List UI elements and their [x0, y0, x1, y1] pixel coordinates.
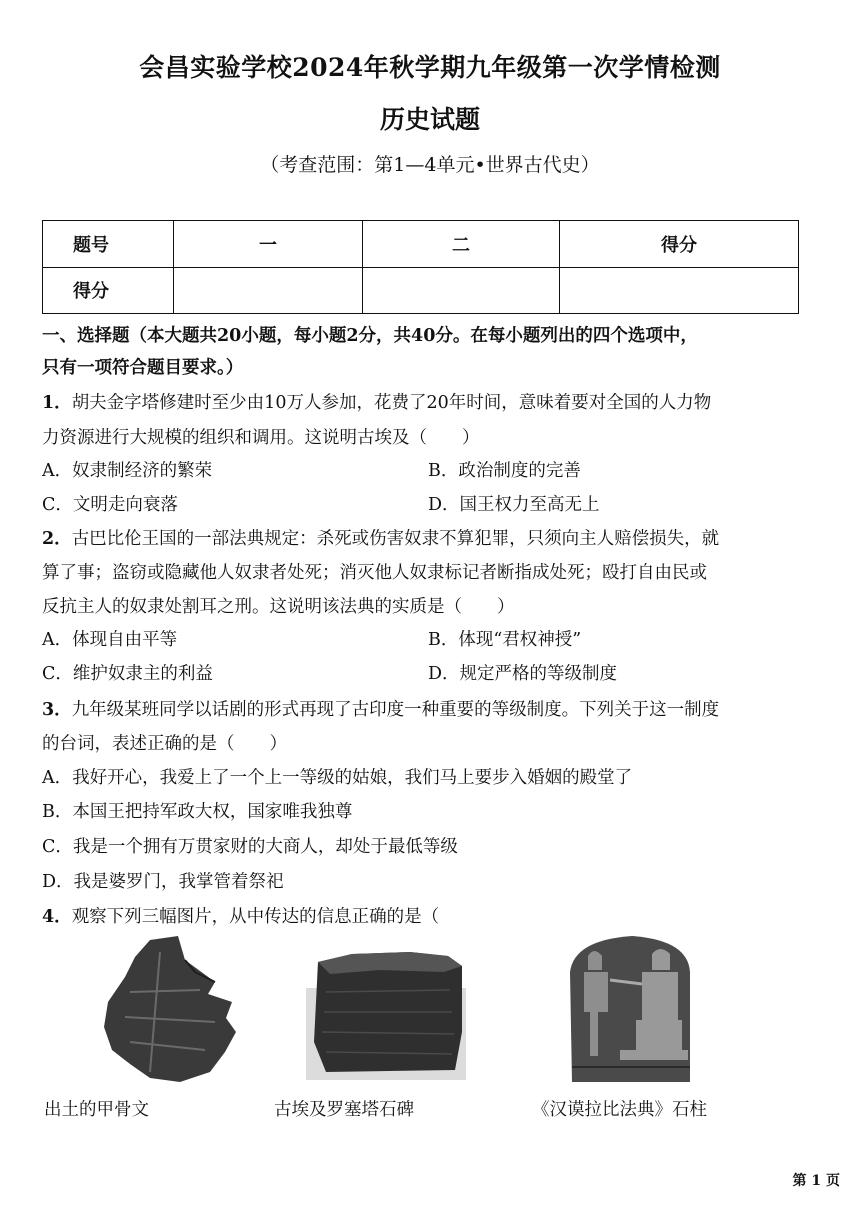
- rosetta-stone-image: [306, 952, 466, 1080]
- question-text: 古巴比伦王国的一部法典规定：杀死或伤害奴隶不算犯罪，只须向主人赔偿损失，就: [71, 529, 720, 549]
- score-table-header-label: 题号: [43, 221, 174, 268]
- q1-option-d[interactable]: D．国王权力至高无上: [428, 495, 600, 515]
- page-number: 第 1 页: [792, 1173, 840, 1189]
- score-cell-part2[interactable]: [363, 267, 560, 314]
- figure-caption-rosetta-stone: 古埃及罗塞塔石碑: [274, 1100, 414, 1120]
- exam-scope: （考查范围：第1—4单元•世界古代史）: [260, 154, 600, 176]
- question-text: 观察下列三幅图片，从中传达的信息正确的是（: [71, 907, 440, 927]
- score-table-header-part2: 二: [363, 221, 560, 268]
- figures-row: [0, 932, 860, 1092]
- q1-option-a[interactable]: A．奴隶制经济的繁荣: [42, 461, 213, 481]
- score-table-header-total: 得分: [560, 221, 799, 268]
- question-4: [42, 903, 822, 928]
- question-number: 4．: [42, 907, 72, 927]
- q3-option-a[interactable]: A．我好开心，我爱上了一个上一等级的姑娘，我们马上要步入婚姻的殿堂了: [42, 768, 633, 788]
- q1-option-b[interactable]: B．政治制度的完善: [428, 461, 581, 481]
- question-1: [42, 389, 822, 414]
- figure-caption-oracle-bone: 出土的甲骨文: [44, 1100, 149, 1120]
- question-number: 3．: [42, 700, 72, 720]
- q2-option-b[interactable]: B．体现“君权神授”: [428, 630, 582, 650]
- question-3: [42, 696, 822, 721]
- q2-option-a[interactable]: A．体现自由平等: [42, 630, 178, 650]
- question-text: 九年级某班同学以话剧的形式再现了古印度一种重要的等级制度。下列关于这一制度: [71, 700, 720, 720]
- score-table-score-label: 得分: [43, 267, 174, 314]
- q3-option-c[interactable]: C．我是一个拥有万贯家财的大商人，却处于最低等级: [42, 837, 458, 857]
- score-table: [42, 220, 799, 314]
- figure-caption-hammurabi: 《汉谟拉比法典》石柱: [532, 1100, 707, 1120]
- exam-title: 会昌实验学校2024年秋学期九年级第一次学情检测: [139, 53, 721, 82]
- question-2: [42, 525, 822, 550]
- section-heading: 一、选择题（本大题共20小题，每小题2分，共40分。在每小题列出的四个选项中，: [42, 326, 698, 346]
- q1-option-c[interactable]: C．文明走向衰落: [42, 495, 178, 515]
- score-table-header-part1: 一: [174, 221, 363, 268]
- q3-option-d[interactable]: D．我是婆罗门，我掌管着祭祀: [42, 872, 284, 892]
- score-cell-total[interactable]: [560, 267, 799, 314]
- question-number: 1．: [42, 393, 72, 413]
- question-1-cont: 力资源进行大规模的组织和调用。这说明古埃及（ ）: [42, 428, 480, 448]
- q3-option-b[interactable]: B．本国王把持军政大权，国家唯我独尊: [42, 802, 353, 822]
- question-text: 胡夫金字塔修建时至少由10万人参加，花费了20年时间，意味着要对全国的人力物: [71, 393, 712, 413]
- question-3-cont: 的台词，表述正确的是（ ）: [42, 734, 287, 754]
- question-2-cont: 算了事；盗窃或隐藏他人奴隶者处死；消灭他人奴隶标记者断指成处死；殴打自由民或: [42, 563, 707, 583]
- q2-option-c[interactable]: C．维护奴隶主的利益: [42, 664, 213, 684]
- oracle-bone-image: [104, 936, 236, 1082]
- score-cell-part1[interactable]: [174, 267, 363, 314]
- exam-subtitle: 历史试题: [379, 105, 480, 134]
- hammurabi-stele-image: [570, 936, 690, 1082]
- question-2-cont2: 反抗主人的奴隶处割耳之刑。这说明该法典的实质是（ ）: [42, 597, 515, 617]
- q2-option-d[interactable]: D．规定严格的等级制度: [428, 664, 618, 684]
- section-heading-cont: 只有一项符合题目要求。）: [42, 358, 244, 378]
- question-number: 2．: [42, 529, 72, 549]
